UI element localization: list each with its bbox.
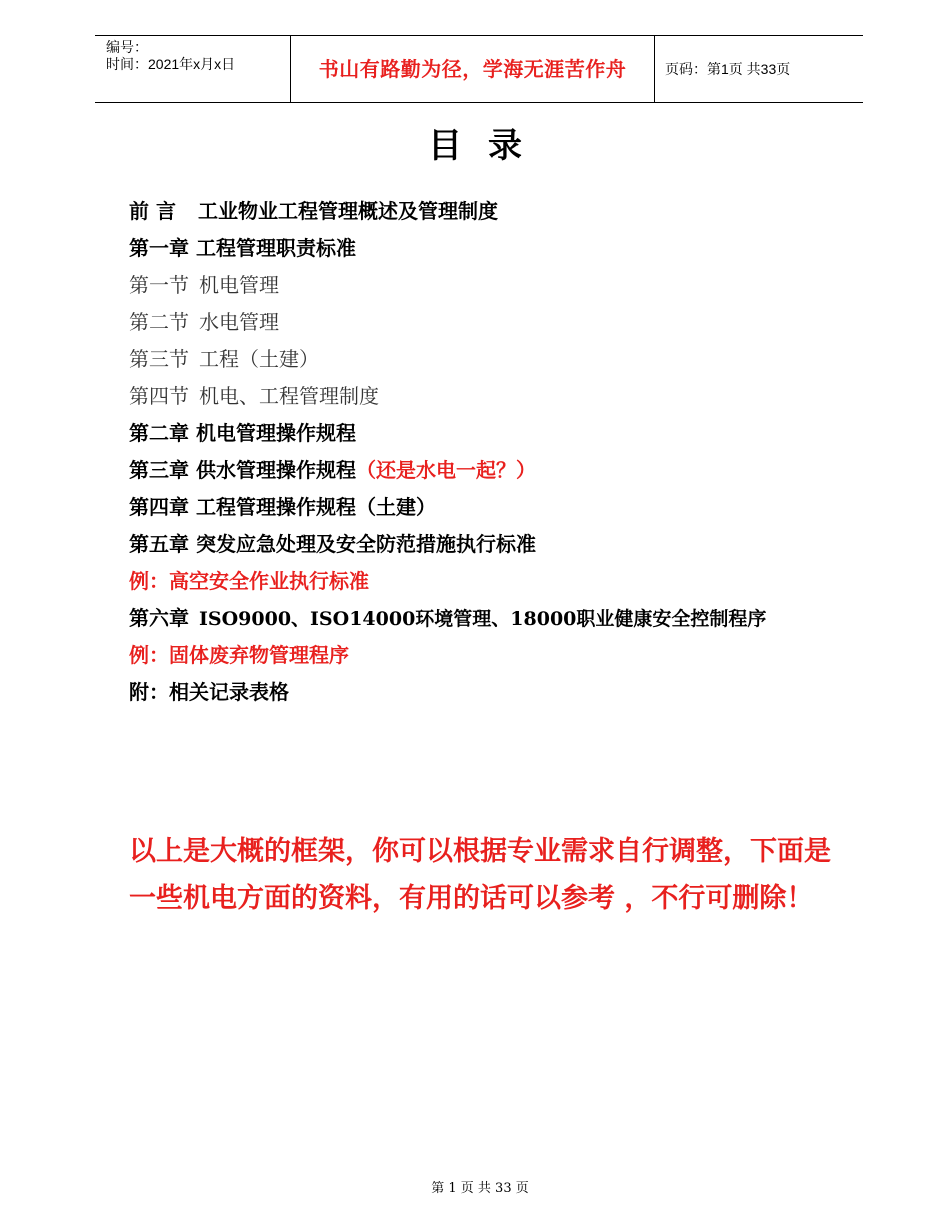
time-label: 时间：2021年x月x日 — [106, 56, 236, 72]
header-motto: 书山有路勤为径，学海无涯苦作舟 — [291, 36, 655, 102]
toc-section-text: 工程（土建） — [199, 347, 319, 371]
toc-section-text: 水电管理 — [199, 310, 279, 334]
toc-preface-text: 工业物业工程管理概述及管理制度 — [197, 199, 498, 223]
number-label: 编号： — [106, 39, 148, 55]
toc-item-preface — [129, 196, 766, 233]
toc-item-chapter-1: 第一章 工程管理职责标准 — [129, 236, 356, 260]
editor-note: 以上是大概的框架，你可以根据专业需求自行调整，下面是一些机电方面的资料，有用的话可以参考 ，不行可删除！ — [129, 836, 831, 914]
toc-item-chapter-6 — [129, 603, 766, 640]
page-footer: 第 1 页 共 33 页 — [431, 1181, 529, 1196]
toc-item-chapter-5: 第五章 突发应急处理及安全防范措施执行标准 — [129, 532, 536, 556]
toc-item-section-3 — [129, 344, 766, 381]
toc-chapter-6-text: ISO9000、ISO14000环境管理、18000职业健康安全控制程序 — [199, 608, 767, 630]
page-title: 目录 — [428, 126, 548, 166]
toc-section-label: 第四节 — [129, 384, 189, 408]
toc-item-example-2: 例：固体废弃物管理程序 — [129, 643, 349, 667]
toc-chapter-3-note: （还是水电一起？） — [355, 458, 536, 482]
toc-section-text: 机电、工程管理制度 — [199, 384, 379, 408]
toc-item-section-2 — [129, 307, 766, 344]
toc-item-section-1 — [129, 270, 766, 307]
toc-chapter-6-label: 第六章 — [129, 606, 189, 630]
header-page-info: 页码：第1页 共33页 — [665, 61, 791, 77]
toc-section-text: 机电管理 — [199, 273, 279, 297]
toc-preface-label: 前 言 — [129, 199, 176, 223]
toc-item-chapter-3 — [129, 455, 766, 492]
header-meta-cell — [95, 36, 291, 102]
toc-item-example-1: 例：高空安全作业执行标准 — [129, 569, 369, 593]
toc-chapter-3-text: 第三章 供水管理操作规程 — [129, 458, 356, 482]
toc-item-appendix: 附：相关记录表格 — [129, 680, 289, 704]
toc-section-label: 第三节 — [129, 347, 189, 371]
toc-section-label: 第一节 — [129, 273, 189, 297]
toc-section-label: 第二节 — [129, 310, 189, 334]
table-of-contents — [129, 196, 766, 714]
header-table — [95, 35, 863, 103]
toc-item-chapter-2: 第二章 机电管理操作规程 — [129, 421, 356, 445]
toc-item-chapter-4: 第四章 工程管理操作规程（土建） — [129, 495, 436, 519]
toc-item-section-4 — [129, 381, 766, 418]
